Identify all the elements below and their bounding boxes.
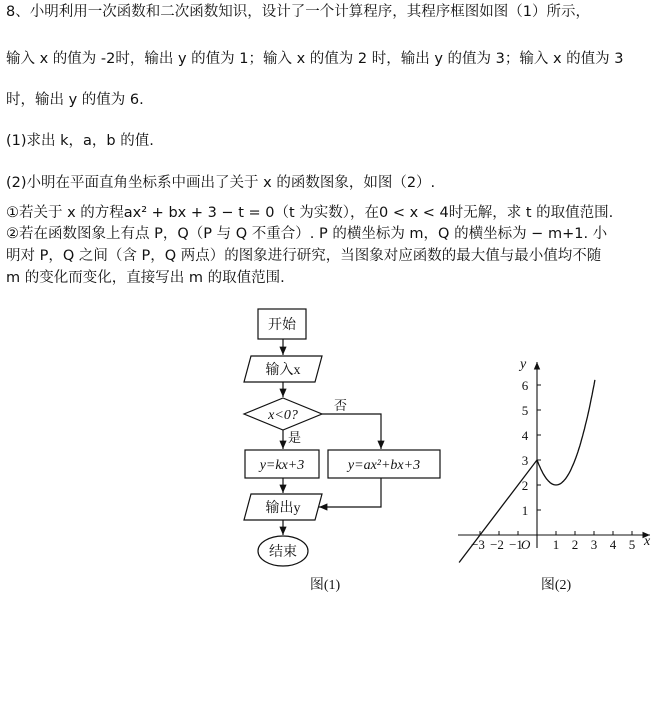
- x-tick-label: −1: [509, 537, 523, 552]
- function-graph: [458, 357, 651, 593]
- problem-line-2: 输入 x 的值为 -2时，输出 y 的值为 1；输入 x 的值为 2 时，输出 y 的值为 3；输入 x 的值为 3: [6, 51, 624, 67]
- flowchart: [244, 309, 440, 566]
- output-label: 输出y: [265, 501, 301, 516]
- y-tick-label: 3: [521, 453, 529, 468]
- y-tick-label: 6: [521, 378, 529, 393]
- quadratic-label: y=ax²+bx+3: [347, 458, 421, 473]
- y-tick-label: 4: [521, 428, 529, 443]
- y-tick-label: 1: [521, 503, 529, 518]
- x-axis-label: x: [644, 534, 651, 549]
- sub-question-2-line-3: m 的变化而变化，直接写出 m 的取值范围.: [6, 270, 285, 286]
- origin-label: O: [521, 537, 531, 552]
- sub-question-1: ①若关于 x 的方程ax² + bx + 3 − t = 0（t 为实数），在0 < x < 4时无解，求 t 的取值范围.: [6, 205, 614, 221]
- x-tick-label: 3: [590, 537, 598, 552]
- problem-line-1: 8、小明利用一次函数和二次函数知识，设计了一个计算程序，其程序框图如图（1）所示，: [6, 4, 590, 20]
- part-2: (2)小明在平面直角坐标系中画出了关于 x 的函数图象，如图（2）.: [6, 175, 436, 191]
- condition-label: x<0?: [268, 408, 298, 423]
- y-tick-label: 2: [521, 478, 529, 493]
- sub-question-2-line-1: ②若在函数图象上有点 P，Q（P 与 Q 不重合）. P 的横坐标为 m，Q 的横坐标为 − m+1. 小: [6, 226, 608, 242]
- y-tick-label: 5: [521, 403, 529, 418]
- sub-question-2-line-2: 明对 P，Q 之间（含 P，Q 两点）的图象进行研究，当图象对应函数的最大值与最小值均不随: [6, 248, 602, 264]
- x-tick-label: −3: [471, 537, 485, 552]
- linear-label: y=kx+3: [259, 458, 305, 473]
- end-label: 结束: [269, 544, 297, 560]
- figure1-caption: 图(1): [309, 578, 341, 593]
- x-tick-label: 4: [609, 537, 617, 552]
- y-axis-label: y: [520, 357, 527, 372]
- start-label: 开始: [268, 317, 296, 333]
- part-1: (1)求出 k，a，b 的值.: [6, 133, 154, 149]
- problem-line-3: 时，输出 y 的值为 6.: [6, 92, 144, 108]
- yes-label: 是: [288, 431, 302, 446]
- x-tick-label: −2: [490, 537, 504, 552]
- x-tick-label: 5: [628, 537, 636, 552]
- input-label: 输入x: [265, 363, 301, 378]
- x-tick-label: 1: [552, 537, 560, 552]
- no-label: 否: [334, 399, 348, 414]
- figure2-caption: 图(2): [540, 578, 572, 593]
- x-tick-label: 2: [571, 537, 579, 552]
